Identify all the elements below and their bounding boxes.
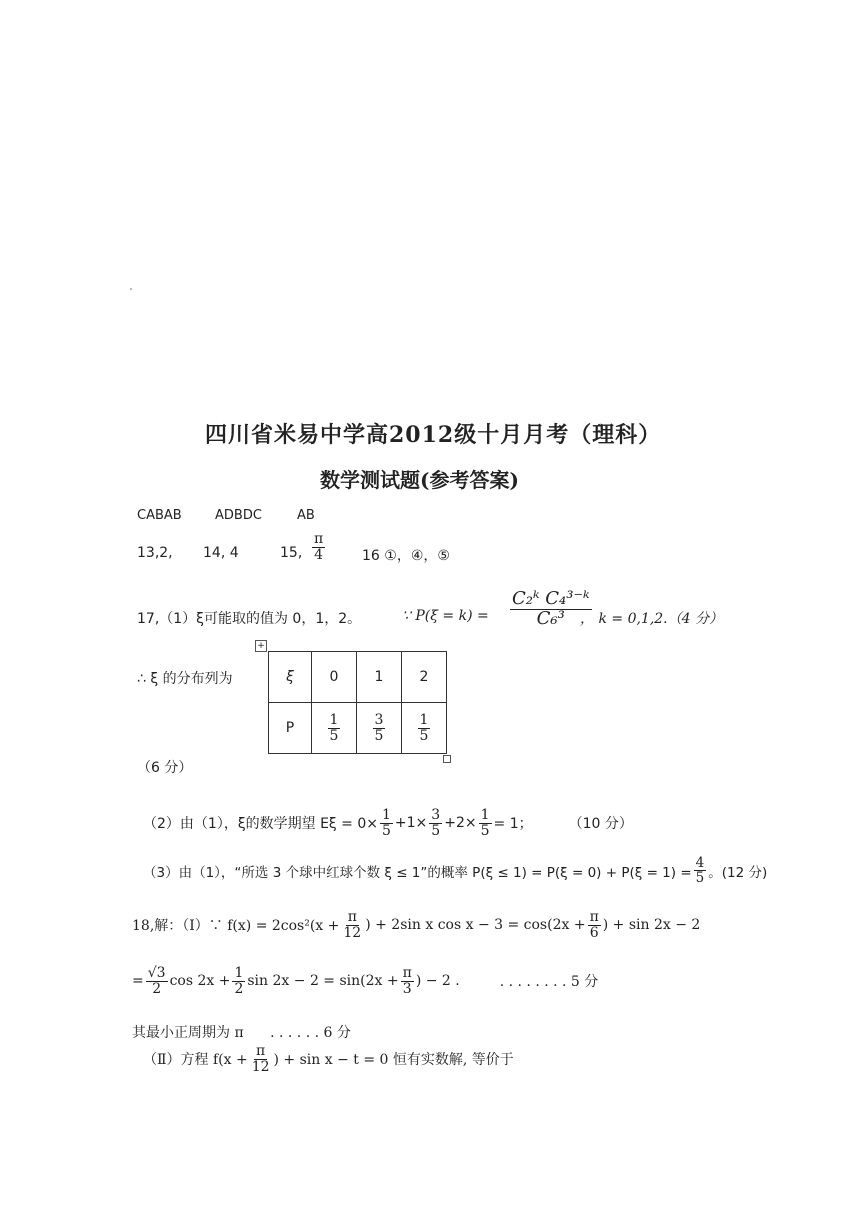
answer-16: 16 ①，④，⑤ xyxy=(362,548,450,564)
q17-part3-post: 。(12 分) xyxy=(708,864,768,881)
table-row-p xyxy=(269,703,447,754)
answer-15-label: 15, xyxy=(280,545,303,561)
q18-line3-score: . . . . . . 6 分 xyxy=(270,1025,351,1041)
choice-answers-3: AB xyxy=(297,508,315,523)
title-line-1: 四川省米易中学高2012级十月月考（理科） xyxy=(205,422,662,448)
stray-dot xyxy=(130,288,132,290)
table-cell: 1 xyxy=(357,652,402,703)
q18-line2-post: ) − 2 . xyxy=(415,973,460,990)
table-cell: ξ xyxy=(269,652,312,703)
q18-line2-mid1: cos 2x + xyxy=(169,973,231,990)
answer-14: 14, 4 xyxy=(203,545,239,561)
title-line-2: 数学测试题(参考答案) xyxy=(320,468,519,492)
choice-answers-1: CABAB xyxy=(137,508,182,523)
distribution-label: ∴ ξ 的分布列为 xyxy=(137,671,233,687)
q17-part3: （3）由（1），“所选 3 个球中红球个数 ξ ≤ 1”的概率 P(ξ ≤ 1) = P(ξ = 0) + P(ξ = 1) = $\frac{4}{5}$ 。(12 分) xyxy=(143,855,768,887)
table-resize-handle[interactable] xyxy=(443,755,451,763)
table-cell: 2 xyxy=(402,652,447,703)
q17-part2: （2）由（1），ξ的数学期望 Eξ = 0× $\frac{1}{5}$ +1× $\frac{3}{5}$ +2× $\frac{1}{5}$ = 1； （10 分） xyxy=(143,807,633,839)
table-cell: P xyxy=(269,703,312,754)
q18-line4-post: ) + sin x − t = 0 恒有实数解, 等价于 xyxy=(273,1052,514,1069)
q17-probability-lhs: ∵ P(ξ = k) = xyxy=(402,608,489,624)
q17-part2-mid1: +1× xyxy=(394,815,428,832)
q18-line2: = $\frac{√3}{2}$ cos 2x + $\frac{1}{2}$ sin 2x − 2 = sin(2x + $\frac{\pi}{3}$ ) − 2 . . . . . . . . . 5 分 xyxy=(132,965,599,997)
q18-line4: （Ⅱ）方程 f(x + $\frac{\pi}{12}$ ) + sin x − t = 0 恒有实数解, 等价于 xyxy=(143,1043,514,1075)
score-6: （6 分） xyxy=(137,760,193,776)
table-row-xi xyxy=(269,652,447,703)
q18-line3 xyxy=(132,1022,351,1042)
table-cell: $\frac{1}{5}$ xyxy=(402,703,447,754)
q17-part2-score: （10 分） xyxy=(568,816,633,833)
answer-15-fraction: $\frac{\pi}{4}$ xyxy=(314,531,324,563)
q17-part2-post: = 1； xyxy=(493,816,533,833)
q17-part3-pre: （3）由（1），“所选 3 个球中红球个数 ξ ≤ 1”的概率 P(ξ ≤ 1) = P(ξ = 0) + P(ξ = 1) = xyxy=(143,864,692,881)
distribution-table xyxy=(268,651,447,754)
q17-part2-pre: （2）由（1），ξ的数学期望 Eξ = 0× xyxy=(143,816,378,833)
q17-part1-text: 17,（1）ξ可能取的值为 0，1，2。 xyxy=(137,611,362,627)
answer-13: 13,2, xyxy=(137,545,173,561)
q18-line1-pre: 18,解：（Ⅰ）∵ f(x) = 2cos²(x + xyxy=(132,918,340,935)
table-cell: $\frac{1}{5}$ xyxy=(312,703,357,754)
q18-line2-mid2: sin 2x − 2 = sin(2x + xyxy=(247,973,399,990)
q18-line2-pre: = xyxy=(132,973,144,990)
q18-line4-pre: （Ⅱ）方程 f(x + xyxy=(143,1052,248,1069)
q18-line1-mid: ) + 2sin x cos x − 3 = cos(2x + xyxy=(365,917,586,934)
table-cell: 0 xyxy=(312,652,357,703)
q18-line1: 18,解：（Ⅰ）∵ f(x) = 2cos²(x + $\frac{\pi}{12}$ ) + 2sin x cos x − 3 = cos(2x + $\frac{\pi}{6}$ ) + sin 2x − 2 xyxy=(132,909,701,941)
q18-line1-post: ) + sin 2x − 2 xyxy=(602,917,701,934)
table-cell: $\frac{3}{5}$ xyxy=(357,703,402,754)
choice-answers-2: ADBDC xyxy=(215,508,262,523)
table-move-handle[interactable]: + xyxy=(255,640,267,652)
q17-k-values: ， k = 0,1,2.（4 分） xyxy=(580,611,723,627)
q17-combination-fraction: $\frac{\text{C₂ᵏ C₄³⁻ᵏ}}{\text{C₆³}}$ xyxy=(512,588,590,629)
q17-part2-mid2: +2× xyxy=(444,815,477,832)
q18-line2-score: . . . . . . . . 5 分 xyxy=(499,974,599,991)
q18-line3-text: 其最小正周期为 π xyxy=(132,1025,244,1041)
